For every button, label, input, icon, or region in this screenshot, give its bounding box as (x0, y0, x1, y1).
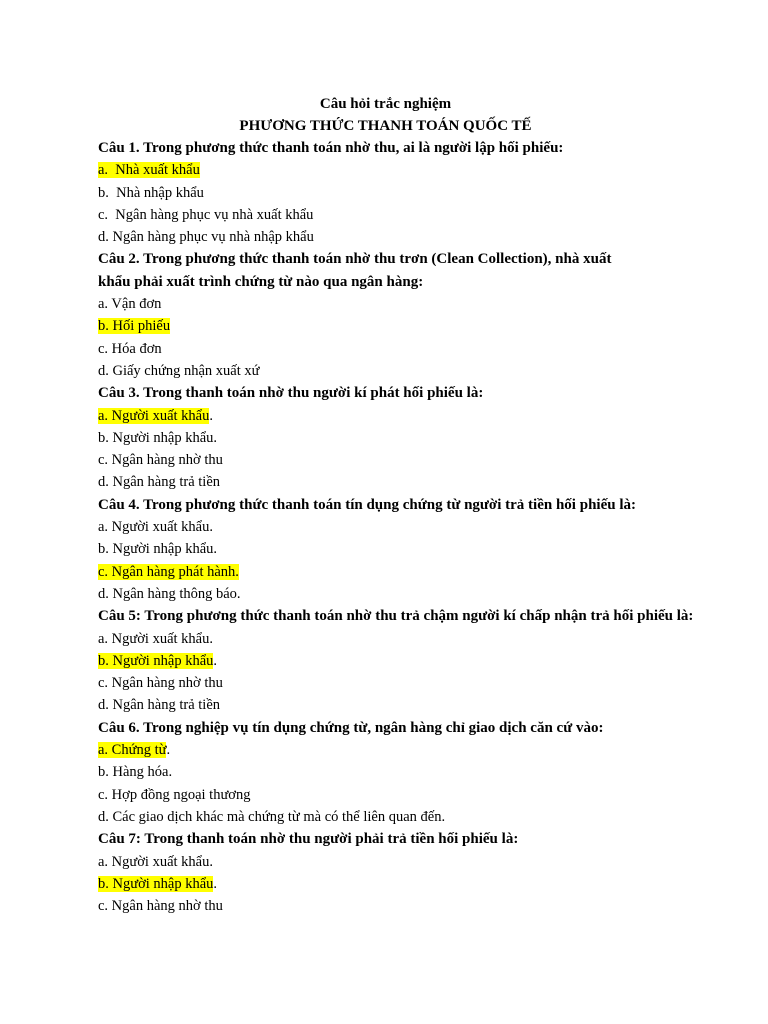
answer-option (98, 784, 708, 806)
answer-option-text: d. Giấy chứng nhận xuất xứ (98, 362, 260, 379)
question-text: Câu 2. Trong phương thức thanh toán nhờ thu trơn (Clean Collection), nhà xuất (98, 251, 612, 268)
answer-option (98, 628, 708, 650)
question-text: Câu 3. Trong thanh toán nhờ thu người kí phát hối phiếu là: (98, 385, 484, 402)
answer-option-suffix: . (213, 875, 218, 892)
correct-answer-highlight: c. Ngân hàng phát hành. (98, 563, 239, 580)
answer-option (98, 338, 708, 360)
answer-option (98, 806, 708, 828)
question-block (98, 137, 708, 248)
answer-option-text: c. Ngân hàng nhờ thu (98, 675, 223, 692)
correct-answer-highlight: b. Người nhập khẩu (98, 652, 214, 669)
answer-option (98, 873, 708, 895)
answer-option (98, 851, 708, 873)
answer-option (98, 739, 708, 761)
answer-option (98, 159, 708, 181)
question-text: khẩu phải xuất trình chứng từ nào qua ngân hàng: (98, 273, 424, 290)
answer-option-text: d. Ngân hàng phục vụ nhà nhập khẩu (98, 229, 314, 246)
correct-answer-highlight: b. Người nhập khẩu (98, 875, 214, 892)
answer-option-text: a. Người xuất khẩu. (98, 853, 213, 870)
correct-answer-highlight: a. Chứng từ (98, 742, 167, 759)
question-text: Câu 1. Trong phương thức thanh toán nhờ thu, ai là người lập hối phiếu: (98, 140, 564, 156)
answer-option-text: a. Người xuất khẩu. (98, 630, 213, 647)
answer-option-text: b. Người nhập khẩu. (98, 541, 218, 558)
answer-option (98, 895, 708, 917)
answer-option (98, 583, 708, 605)
question-text: Câu 6. Trong nghiệp vụ tín dụng chứng từ, ngân hàng chỉ giao dịch căn cứ vào: (98, 719, 604, 736)
answer-option-text: d. Ngân hàng thông báo. (98, 585, 241, 602)
question-block (98, 605, 708, 716)
answer-option (98, 204, 708, 226)
document-title: Câu hỏi trắc nghiệm (319, 96, 452, 112)
question-block (98, 828, 708, 917)
answer-option-text: c. Ngân hàng nhờ thu (98, 898, 223, 915)
question-block (98, 717, 708, 828)
question-text: Câu 5: Trong phương thức thanh toán nhờ thu trả chậm người kí chấp nhận trả hối phiếu là: (98, 608, 694, 625)
answer-option-suffix: . (213, 652, 218, 669)
answer-option-suffix: . (209, 407, 213, 424)
correct-answer-highlight: a. Người xuất khẩu (98, 407, 210, 424)
answer-option (98, 427, 708, 449)
answer-option (98, 694, 708, 716)
answer-option-text: b. Hàng hóa. (98, 764, 173, 781)
question-text: Câu 4. Trong phương thức thanh toán tín dụng chứng từ người trả tiền hối phiếu là: (98, 496, 636, 513)
correct-answer-highlight: b. Hối phiếu (98, 318, 171, 335)
answer-option-text: a. Người xuất khẩu. (98, 519, 213, 536)
answer-option (98, 672, 708, 694)
answer-option-text: b. Người nhập khẩu. (98, 429, 218, 446)
document-subtitle: PHƯƠNG THỨC THANH TOÁN QUỐC TẾ (239, 118, 532, 134)
answer-option-text: d. Các giao dịch khác mà chứng từ mà có thể liên quan đến. (98, 808, 446, 825)
answer-option (98, 293, 708, 315)
answer-option (98, 315, 708, 337)
question-block (98, 494, 708, 605)
answer-option (98, 226, 708, 248)
question-list (98, 137, 708, 917)
answer-option (98, 761, 708, 783)
answer-option (98, 360, 708, 382)
answer-option (98, 471, 708, 493)
answer-option (98, 538, 708, 560)
answer-option-text: c. Ngân hàng phục vụ nhà xuất khẩu (98, 206, 314, 223)
question-block (98, 248, 708, 382)
answer-option (98, 561, 708, 583)
answer-option-text: c. Hợp đồng ngoại thương (98, 786, 251, 803)
answer-option-suffix: . (166, 742, 171, 759)
answer-option (98, 449, 708, 471)
answer-option (98, 650, 708, 672)
answer-option (98, 182, 708, 204)
correct-answer-highlight: a. Nhà xuất khẩu (98, 162, 200, 179)
question-block (98, 382, 708, 493)
answer-option-text: b. Nhà nhập khẩu (98, 184, 204, 201)
answer-option-text: a. Vận đơn (98, 296, 162, 313)
answer-option (98, 516, 708, 538)
answer-option-text: c. Ngân hàng nhờ thu (98, 452, 223, 469)
answer-option-text: c. Hóa đơn (98, 340, 162, 357)
answer-option (98, 405, 708, 427)
answer-option-text: d. Ngân hàng trả tiền (98, 474, 221, 491)
answer-option-text: d. Ngân hàng trả tiền (98, 697, 221, 714)
question-text: Câu 7: Trong thanh toán nhờ thu người phải trả tiền hối phiếu là: (98, 831, 519, 848)
